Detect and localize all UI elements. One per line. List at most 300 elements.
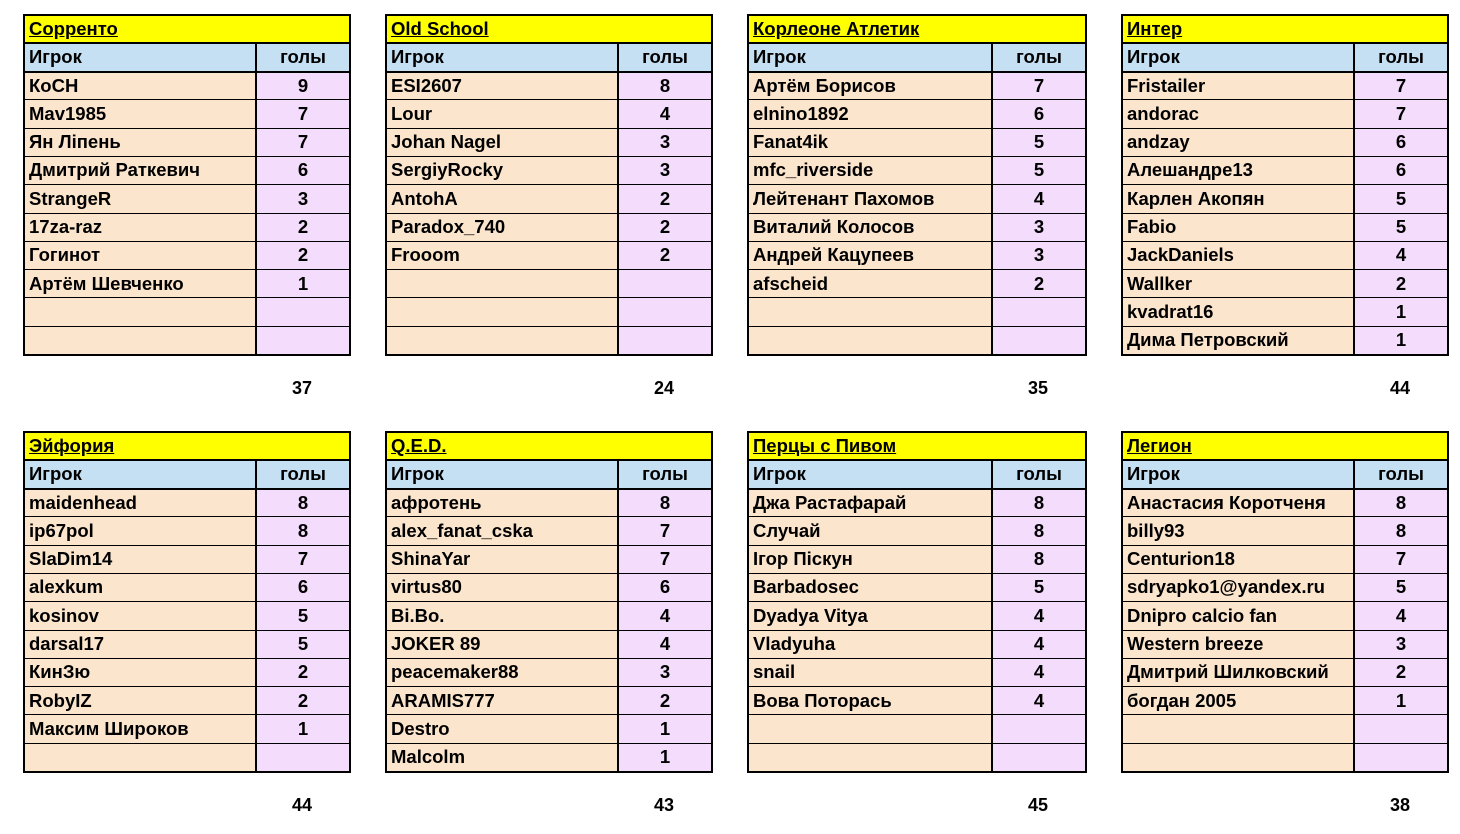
- player-cell[interactable]: Malcolm: [386, 743, 618, 771]
- goals-cell[interactable]: 2: [618, 213, 712, 241]
- table-row: [748, 185, 1086, 213]
- goals-cell[interactable]: [992, 298, 1086, 326]
- goals-cell[interactable]: 1: [1354, 298, 1448, 326]
- goals-cell[interactable]: 4: [992, 602, 1086, 630]
- goals-cell[interactable]: 7: [256, 100, 350, 128]
- table-row: [1122, 658, 1448, 686]
- goals-cell[interactable]: 3: [256, 185, 350, 213]
- table-row: [748, 213, 1086, 241]
- team-table: [23, 14, 351, 356]
- player-cell[interactable]: mfc_riverside: [748, 156, 992, 184]
- player-cell[interactable]: andorac: [1122, 100, 1354, 128]
- player-cell[interactable]: Максим Широков: [24, 715, 256, 743]
- goals-cell[interactable]: 3: [618, 658, 712, 686]
- table-row: [24, 743, 350, 771]
- player-cell[interactable]: billy93: [1122, 517, 1354, 545]
- goals-cell[interactable]: 7: [1354, 545, 1448, 573]
- team-title-row: [748, 432, 1086, 460]
- table-row: [748, 270, 1086, 298]
- table-row: [748, 241, 1086, 269]
- table-row: [386, 489, 712, 517]
- player-column-header[interactable]: Игрок: [1122, 460, 1354, 488]
- player-cell[interactable]: andzay: [1122, 128, 1354, 156]
- team-goals-total[interactable]: 35: [1027, 378, 1049, 398]
- goals-cell[interactable]: 2: [256, 687, 350, 715]
- goals-cell[interactable]: 4: [1354, 241, 1448, 269]
- goals-column-header[interactable]: голы: [618, 460, 712, 488]
- player-cell[interactable]: RobyIZ: [24, 687, 256, 715]
- player-cell[interactable]: Джа Растафарай: [748, 489, 992, 517]
- player-cell[interactable]: alexkum: [24, 573, 256, 601]
- table-row: [386, 658, 712, 686]
- goals-cell[interactable]: 2: [618, 241, 712, 269]
- table-row: [1122, 517, 1448, 545]
- goals-cell[interactable]: 4: [618, 630, 712, 658]
- goals-column-header[interactable]: голы: [618, 43, 712, 71]
- team-table: [23, 431, 351, 773]
- player-cell[interactable]: Bi.Bo.: [386, 602, 618, 630]
- goals-cell[interactable]: 6: [1354, 128, 1448, 156]
- goals-cell[interactable]: [992, 743, 1086, 771]
- table-row: [24, 573, 350, 601]
- player-cell[interactable]: Dyadya Vitya: [748, 602, 992, 630]
- table-row: [386, 687, 712, 715]
- team-name[interactable]: Old School: [386, 15, 712, 43]
- table-row: [386, 270, 712, 298]
- player-cell[interactable]: Paradox_740: [386, 213, 618, 241]
- team-goals-total[interactable]: 24: [653, 378, 675, 398]
- goals-cell[interactable]: [256, 326, 350, 354]
- table-row: [386, 156, 712, 184]
- player-column-header[interactable]: Игрок: [748, 460, 992, 488]
- goals-cell[interactable]: 1: [1354, 687, 1448, 715]
- goals-cell[interactable]: 8: [618, 489, 712, 517]
- team-table-block: [747, 14, 1087, 398]
- player-cell[interactable]: Ігор Піскун: [748, 545, 992, 573]
- table-row: [24, 630, 350, 658]
- table-row: [748, 743, 1086, 771]
- column-header-row: [1122, 460, 1448, 488]
- player-cell[interactable]: peacemaker88: [386, 658, 618, 686]
- table-row: [748, 72, 1086, 100]
- player-cell[interactable]: Виталий Колосов: [748, 213, 992, 241]
- goals-column-header[interactable]: голы: [256, 460, 350, 488]
- goals-cell[interactable]: 5: [992, 573, 1086, 601]
- player-cell[interactable]: [748, 715, 992, 743]
- goals-cell[interactable]: 2: [618, 687, 712, 715]
- player-cell[interactable]: КинЗю: [24, 658, 256, 686]
- goals-cell[interactable]: [1354, 743, 1448, 771]
- goals-cell[interactable]: 5: [1354, 185, 1448, 213]
- player-cell[interactable]: афротень: [386, 489, 618, 517]
- goals-cell[interactable]: 8: [992, 545, 1086, 573]
- goals-cell[interactable]: 2: [1354, 270, 1448, 298]
- player-cell[interactable]: SergiyRocky: [386, 156, 618, 184]
- table-row: [1122, 545, 1448, 573]
- table-row: [24, 517, 350, 545]
- goals-cell[interactable]: 1: [618, 743, 712, 771]
- goals-cell[interactable]: 5: [256, 630, 350, 658]
- player-cell[interactable]: Карлен Акопян: [1122, 185, 1354, 213]
- table-row: [24, 326, 350, 354]
- team-table-block: [385, 431, 713, 815]
- team-name[interactable]: Сорренто: [24, 15, 350, 43]
- goals-cell[interactable]: [618, 326, 712, 354]
- goals-cell[interactable]: 4: [618, 602, 712, 630]
- player-cell[interactable]: [386, 326, 618, 354]
- team-goals-total[interactable]: 38: [1389, 795, 1411, 815]
- table-row: [386, 326, 712, 354]
- goals-cell[interactable]: 2: [256, 241, 350, 269]
- team-title-row: [24, 15, 350, 43]
- player-cell[interactable]: JOKER 89: [386, 630, 618, 658]
- player-cell[interactable]: Western breeze: [1122, 630, 1354, 658]
- goals-cell[interactable]: 3: [1354, 630, 1448, 658]
- player-cell[interactable]: sdryapko1@yandex.ru: [1122, 573, 1354, 601]
- table-row: [748, 517, 1086, 545]
- player-cell[interactable]: Гогинот: [24, 241, 256, 269]
- goals-column-header[interactable]: голы: [256, 43, 350, 71]
- table-row: [1122, 573, 1448, 601]
- team-title-row: [386, 15, 712, 43]
- table-row: [24, 128, 350, 156]
- player-cell[interactable]: Mav1985: [24, 100, 256, 128]
- team-name[interactable]: Эйфория: [24, 432, 350, 460]
- goals-cell[interactable]: 7: [256, 128, 350, 156]
- goals-cell[interactable]: 5: [1354, 573, 1448, 601]
- goals-cell[interactable]: 5: [1354, 213, 1448, 241]
- goals-cell[interactable]: [618, 298, 712, 326]
- team-table-block: [747, 431, 1087, 815]
- goals-cell[interactable]: 6: [1354, 156, 1448, 184]
- goals-cell[interactable]: 1: [256, 715, 350, 743]
- table-row: [1122, 489, 1448, 517]
- column-header-row: [1122, 43, 1448, 71]
- player-cell[interactable]: ESI2607: [386, 72, 618, 100]
- team-table-block: [1121, 14, 1449, 398]
- table-row: [1122, 630, 1448, 658]
- table-row: [748, 658, 1086, 686]
- player-cell[interactable]: [386, 270, 618, 298]
- player-cell[interactable]: AntohA: [386, 185, 618, 213]
- table-row: [386, 573, 712, 601]
- table-row: [1122, 687, 1448, 715]
- goals-cell[interactable]: [256, 298, 350, 326]
- team-goals-total[interactable]: 37: [291, 378, 313, 398]
- player-cell[interactable]: Fristailer: [1122, 72, 1354, 100]
- goals-column-header[interactable]: голы: [992, 43, 1086, 71]
- player-cell[interactable]: [24, 326, 256, 354]
- goals-cell[interactable]: 9: [256, 72, 350, 100]
- player-cell[interactable]: 17za-raz: [24, 213, 256, 241]
- player-cell[interactable]: JackDaniels: [1122, 241, 1354, 269]
- player-cell[interactable]: Алешандре13: [1122, 156, 1354, 184]
- table-row: [24, 489, 350, 517]
- goals-cell[interactable]: 8: [1354, 517, 1448, 545]
- player-cell[interactable]: Вова Поторась: [748, 687, 992, 715]
- table-row: [24, 241, 350, 269]
- table-row: [24, 72, 350, 100]
- goals-cell[interactable]: 4: [992, 185, 1086, 213]
- player-cell[interactable]: Centurion18: [1122, 545, 1354, 573]
- player-cell[interactable]: [1122, 715, 1354, 743]
- goals-cell[interactable]: 1: [618, 715, 712, 743]
- goals-cell[interactable]: 7: [618, 517, 712, 545]
- table-row: [386, 213, 712, 241]
- goals-cell[interactable]: [1354, 715, 1448, 743]
- player-cell[interactable]: [1122, 743, 1354, 771]
- player-column-header[interactable]: Игрок: [386, 460, 618, 488]
- team-table-block: [23, 431, 351, 815]
- player-cell[interactable]: maidenhead: [24, 489, 256, 517]
- goals-cell[interactable]: 8: [1354, 489, 1448, 517]
- table-row: [386, 100, 712, 128]
- goals-cell[interactable]: 4: [992, 658, 1086, 686]
- team-name[interactable]: Корлеоне Атлетик: [748, 15, 1086, 43]
- table-row: [1122, 213, 1448, 241]
- table-row: [386, 630, 712, 658]
- goals-cell[interactable]: [618, 270, 712, 298]
- player-cell[interactable]: [748, 298, 992, 326]
- team-name[interactable]: Легион: [1122, 432, 1448, 460]
- table-row: [24, 658, 350, 686]
- player-cell[interactable]: Случай: [748, 517, 992, 545]
- table-row: [24, 687, 350, 715]
- team-goals-total[interactable]: 44: [291, 795, 313, 815]
- table-row: [748, 602, 1086, 630]
- table-row: [1122, 715, 1448, 743]
- table-row: [24, 715, 350, 743]
- goals-column-header[interactable]: голы: [1354, 460, 1448, 488]
- column-header-row: [24, 460, 350, 488]
- team-table-block: [385, 14, 713, 398]
- goals-cell[interactable]: 7: [1354, 72, 1448, 100]
- table-row: [1122, 743, 1448, 771]
- goals-cell[interactable]: 7: [618, 545, 712, 573]
- table-row: [386, 602, 712, 630]
- table-row: [386, 298, 712, 326]
- goals-cell[interactable]: 3: [992, 213, 1086, 241]
- goals-column-header[interactable]: голы: [992, 460, 1086, 488]
- table-row: [1122, 72, 1448, 100]
- table-row: [1122, 602, 1448, 630]
- player-cell[interactable]: ShinaYar: [386, 545, 618, 573]
- goals-cell[interactable]: [992, 326, 1086, 354]
- player-cell[interactable]: ip67pol: [24, 517, 256, 545]
- player-cell[interactable]: Артём Борисов: [748, 72, 992, 100]
- table-row: [748, 715, 1086, 743]
- table-row: [386, 545, 712, 573]
- player-cell[interactable]: Дмитрий Раткевич: [24, 156, 256, 184]
- player-cell[interactable]: Barbadosec: [748, 573, 992, 601]
- table-row: [24, 545, 350, 573]
- player-cell[interactable]: [386, 298, 618, 326]
- table-row: [748, 687, 1086, 715]
- player-column-header[interactable]: Игрок: [1122, 43, 1354, 71]
- table-row: [748, 298, 1086, 326]
- player-cell[interactable]: КоСН: [24, 72, 256, 100]
- player-cell[interactable]: Frooom: [386, 241, 618, 269]
- table-row: [386, 128, 712, 156]
- table-row: [748, 630, 1086, 658]
- goals-cell[interactable]: 5: [256, 602, 350, 630]
- team-name[interactable]: Q.E.D.: [386, 432, 712, 460]
- goals-cell[interactable]: 7: [992, 72, 1086, 100]
- table-row: [748, 128, 1086, 156]
- player-cell[interactable]: Fabio: [1122, 213, 1354, 241]
- goals-cell[interactable]: 3: [618, 156, 712, 184]
- player-cell[interactable]: afscheid: [748, 270, 992, 298]
- table-row: [748, 489, 1086, 517]
- goals-cell[interactable]: 8: [992, 517, 1086, 545]
- player-cell[interactable]: kosinov: [24, 602, 256, 630]
- table-row: [24, 270, 350, 298]
- player-cell[interactable]: [24, 298, 256, 326]
- team-goals-total[interactable]: 44: [1389, 378, 1411, 398]
- goals-cell[interactable]: 6: [992, 100, 1086, 128]
- goals-cell[interactable]: [992, 715, 1086, 743]
- player-cell[interactable]: Дима Петровский: [1122, 326, 1354, 354]
- table-row: [1122, 100, 1448, 128]
- player-cell[interactable]: [748, 743, 992, 771]
- team-name[interactable]: Перцы с Пивом: [748, 432, 1086, 460]
- goals-cell[interactable]: 7: [256, 545, 350, 573]
- team-table: [747, 14, 1087, 356]
- table-row: [1122, 156, 1448, 184]
- player-cell[interactable]: SlaDim14: [24, 545, 256, 573]
- goals-cell[interactable]: 2: [256, 213, 350, 241]
- player-cell[interactable]: [24, 743, 256, 771]
- table-row: [24, 100, 350, 128]
- goals-cell[interactable]: 1: [1354, 326, 1448, 354]
- goals-cell[interactable]: 6: [618, 573, 712, 601]
- player-cell[interactable]: kvadrat16: [1122, 298, 1354, 326]
- team-table: [385, 14, 713, 356]
- goals-column-header[interactable]: голы: [1354, 43, 1448, 71]
- goals-cell[interactable]: 4: [1354, 602, 1448, 630]
- column-header-row: [748, 460, 1086, 488]
- goals-cell[interactable]: 2: [1354, 658, 1448, 686]
- goals-cell[interactable]: 2: [256, 658, 350, 686]
- team-title-row: [1122, 15, 1448, 43]
- team-title-row: [24, 432, 350, 460]
- player-cell[interactable]: ARAMIS777: [386, 687, 618, 715]
- goals-cell[interactable]: [256, 743, 350, 771]
- table-row: [386, 517, 712, 545]
- goals-cell[interactable]: 6: [256, 156, 350, 184]
- player-cell[interactable]: богдан 2005: [1122, 687, 1354, 715]
- team-table: [385, 431, 713, 773]
- table-row: [1122, 185, 1448, 213]
- player-cell[interactable]: elnino1892: [748, 100, 992, 128]
- player-cell[interactable]: alex_fanat_cska: [386, 517, 618, 545]
- goals-cell[interactable]: 2: [992, 270, 1086, 298]
- goals-cell[interactable]: 4: [992, 687, 1086, 715]
- player-column-header[interactable]: Игрок: [386, 43, 618, 71]
- goals-cell[interactable]: 5: [992, 156, 1086, 184]
- table-row: [1122, 241, 1448, 269]
- goals-cell[interactable]: 1: [256, 270, 350, 298]
- player-column-header[interactable]: Игрок: [748, 43, 992, 71]
- player-cell[interactable]: Артём Шевченко: [24, 270, 256, 298]
- table-row: [386, 241, 712, 269]
- table-row: [748, 326, 1086, 354]
- player-cell[interactable]: Wallker: [1122, 270, 1354, 298]
- player-cell[interactable]: Лейтенант Пахомов: [748, 185, 992, 213]
- player-cell[interactable]: virtus80: [386, 573, 618, 601]
- team-title-row: [748, 15, 1086, 43]
- goals-cell[interactable]: 6: [256, 573, 350, 601]
- player-cell[interactable]: Lour: [386, 100, 618, 128]
- player-cell[interactable]: darsal17: [24, 630, 256, 658]
- column-header-row: [386, 43, 712, 71]
- table-row: [386, 743, 712, 771]
- player-cell[interactable]: Destro: [386, 715, 618, 743]
- table-row: [386, 185, 712, 213]
- player-cell[interactable]: Vladyuha: [748, 630, 992, 658]
- team-goals-total[interactable]: 45: [1027, 795, 1049, 815]
- goals-cell[interactable]: 4: [618, 100, 712, 128]
- team-table-block: [23, 14, 351, 398]
- goals-cell[interactable]: 8: [992, 489, 1086, 517]
- table-row: [386, 715, 712, 743]
- team-goals-total[interactable]: 43: [653, 795, 675, 815]
- goals-cell[interactable]: 7: [1354, 100, 1448, 128]
- table-row: [1122, 298, 1448, 326]
- goals-cell[interactable]: 8: [256, 517, 350, 545]
- goals-cell[interactable]: 4: [992, 630, 1086, 658]
- column-header-row: [24, 43, 350, 71]
- table-row: [748, 100, 1086, 128]
- table-row: [1122, 128, 1448, 156]
- player-cell[interactable]: Анастасия Коротченя: [1122, 489, 1354, 517]
- player-column-header[interactable]: Игрок: [24, 460, 256, 488]
- table-row: [24, 298, 350, 326]
- goals-cell[interactable]: 5: [992, 128, 1086, 156]
- column-header-row: [748, 43, 1086, 71]
- table-row: [24, 156, 350, 184]
- goals-cell[interactable]: 3: [618, 128, 712, 156]
- player-cell[interactable]: Андрей Кацупеев: [748, 241, 992, 269]
- team-name[interactable]: Интер: [1122, 15, 1448, 43]
- player-cell[interactable]: Dnipro calcio fan: [1122, 602, 1354, 630]
- table-row: [1122, 326, 1448, 354]
- team-title-row: [386, 432, 712, 460]
- goals-cell[interactable]: 8: [618, 72, 712, 100]
- goals-cell[interactable]: 2: [618, 185, 712, 213]
- goals-cell[interactable]: 3: [992, 241, 1086, 269]
- player-cell[interactable]: [748, 326, 992, 354]
- goals-cell[interactable]: 8: [256, 489, 350, 517]
- table-row: [1122, 270, 1448, 298]
- team-table: [1121, 14, 1449, 356]
- player-cell[interactable]: Johan Nagel: [386, 128, 618, 156]
- table-row: [24, 185, 350, 213]
- column-header-row: [386, 460, 712, 488]
- table-row: [748, 156, 1086, 184]
- player-cell[interactable]: StrangeR: [24, 185, 256, 213]
- table-row: [24, 213, 350, 241]
- player-cell[interactable]: Ян Ліпень: [24, 128, 256, 156]
- player-column-header[interactable]: Игрок: [24, 43, 256, 71]
- player-cell[interactable]: Дмитрий Шилковский: [1122, 658, 1354, 686]
- player-cell[interactable]: snail: [748, 658, 992, 686]
- player-cell[interactable]: Fanat4ik: [748, 128, 992, 156]
- team-title-row: [1122, 432, 1448, 460]
- team-table: [747, 431, 1087, 773]
- table-row: [386, 72, 712, 100]
- team-table: [1121, 431, 1449, 773]
